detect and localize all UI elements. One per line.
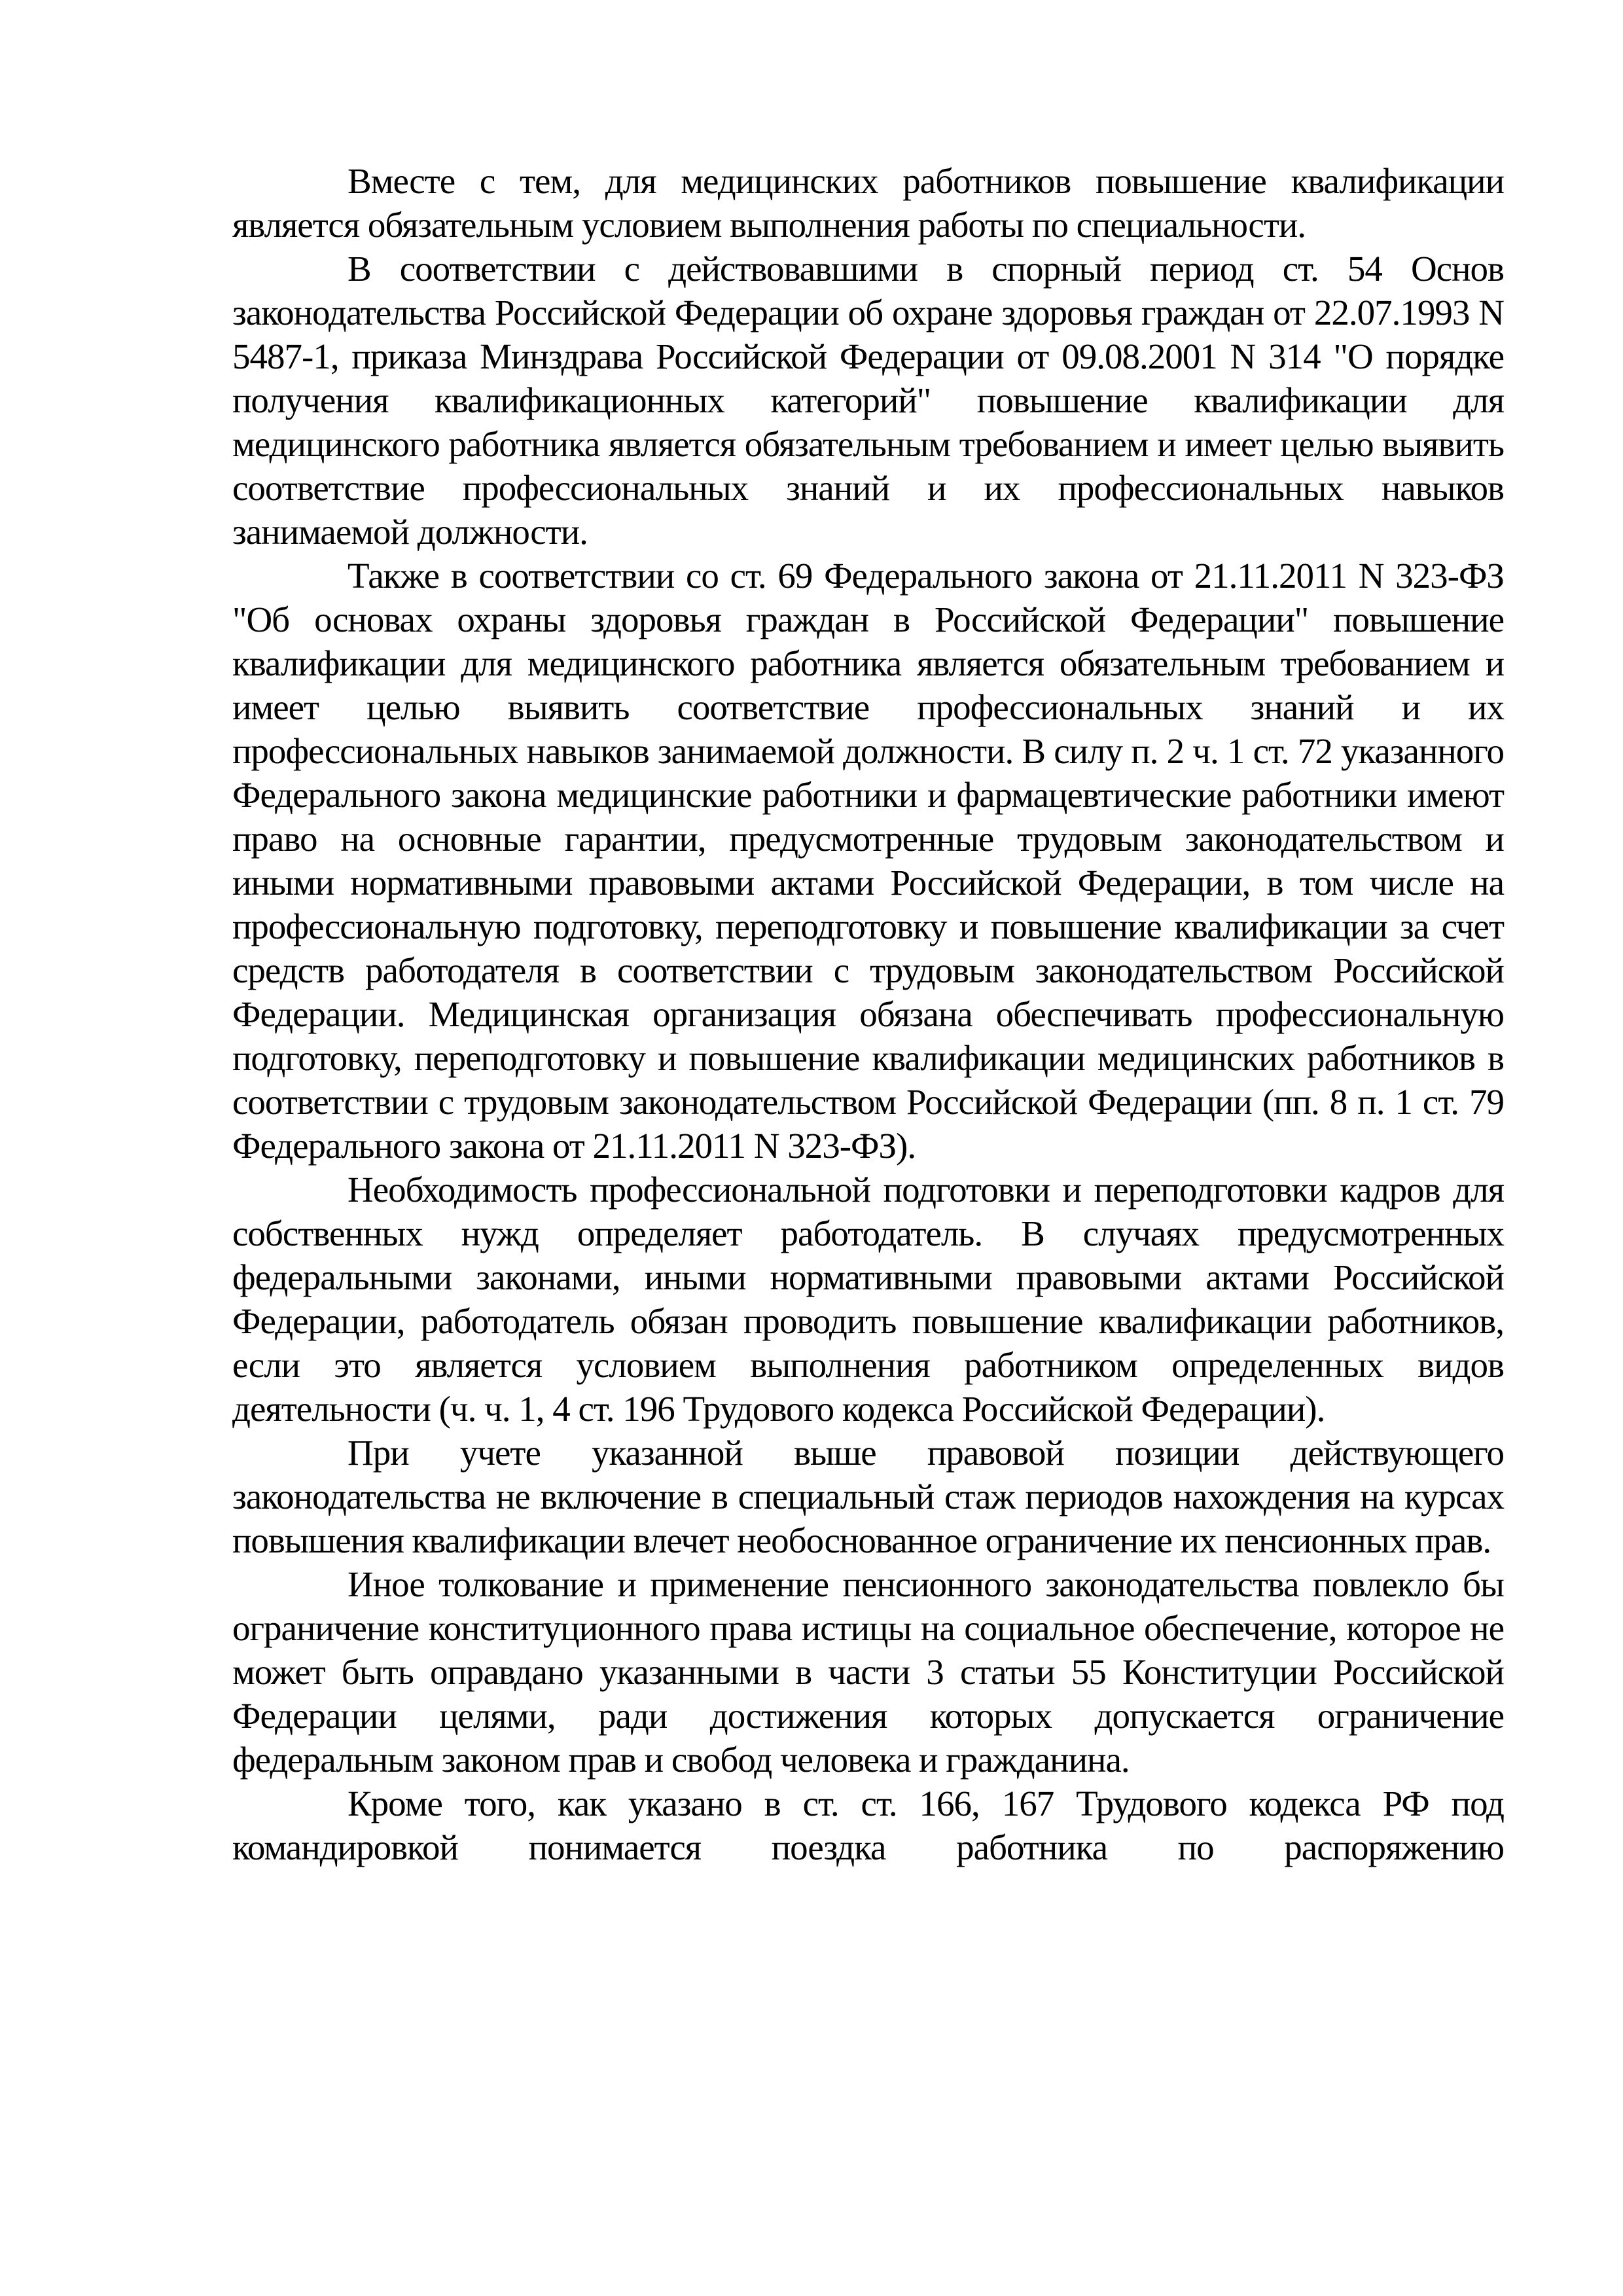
paragraph-7: Кроме того, как указано в ст. ст. 166, 167 Трудового кодекса РФ под командировкой понимается поездка работника по распоряжению: [232, 1784, 1504, 1867]
text-block: [232, 159, 1504, 1869]
paragraph-3: Также в соответствии со ст. 69 Федерального закона от 21.11.2011 N 323-ФЗ "Об основах охраны здоровья граждан в Российской Федерации" повышение квалификации для медицинского работника является обязательным требованием и имеет целью выявить соответствие профессиональных знаний и их профессиональных навыков занимаемой должности. В силу п. 2 ч. 1 ст. 72 указанного Федерального закона медицинские работники и фармацевтические работники имеют право на основные гарантии, предусмотренные трудовым законодательством и иными нормативными правовыми актами Российской Федерации, в том числе на профессиональную подготовку, переподготовку и повышение квалификации за счет средств работодателя в соответствии с трудовым законодательством Российской Федерации. Медицинская организация обязана обеспечивать профессиональную подготовку, переподготовку и повышение квалификации медицинских работников в соответствии с трудовым законодательством Российской Федерации (пп. 8 п. 1 ст. 79 Федерального закона от 21.11.2011 N 323-ФЗ).: [232, 556, 1504, 1166]
paragraph-4: Необходимость профессиональной подготовки и переподготовки кадров для собственных нужд определяет работодатель. В случаях предусмотренных федеральными законами, иными нормативными правовыми актами Российской Федерации, работодатель обязан проводить повышение квалификации работников, если это является условием выполнения работником определенных видов деятельности (ч. ч. 1, 4 ст. 196 Трудового кодекса Российской Федерации).: [232, 1170, 1504, 1429]
paragraph-5: При учете указанной выше правовой позиции действующего законодательства не включение в специальный стаж периодов нахождения на курсах повышения квалификации влечет необоснованное ограничение их пенсионных прав.: [232, 1433, 1504, 1560]
paragraph-1: Вместе с тем, для медицинских работников повышение квалификации является обязательным условием выполнения работы по специальности.: [232, 161, 1504, 245]
paragraph-6: Иное толкование и применение пенсионного законодательства повлекло бы ограничение конституционного права истицы на социальное обеспечение, которое не может быть оправдано указанными в части 3 статьи 55 Конституции Российской Федерации целями, ради достижения которых допускается ограничение федеральным законом прав и свобод человека и гражданина.: [232, 1564, 1504, 1780]
paragraph-2: В соответствии с действовавшими в спорный период ст. 54 Основ законодательства Российской Федерации об охране здоровья граждан от 22.07.1993 N 5487-1, приказа Минздрава Российской Федерации от 09.08.2001 N 314 "О порядке получения квалификационных категорий" повышение квалификации для медицинского работника является обязательным требованием и имеет целью выявить соответствие профессиональных знаний и их профессиональных навыков занимаемой должности.: [232, 249, 1504, 552]
